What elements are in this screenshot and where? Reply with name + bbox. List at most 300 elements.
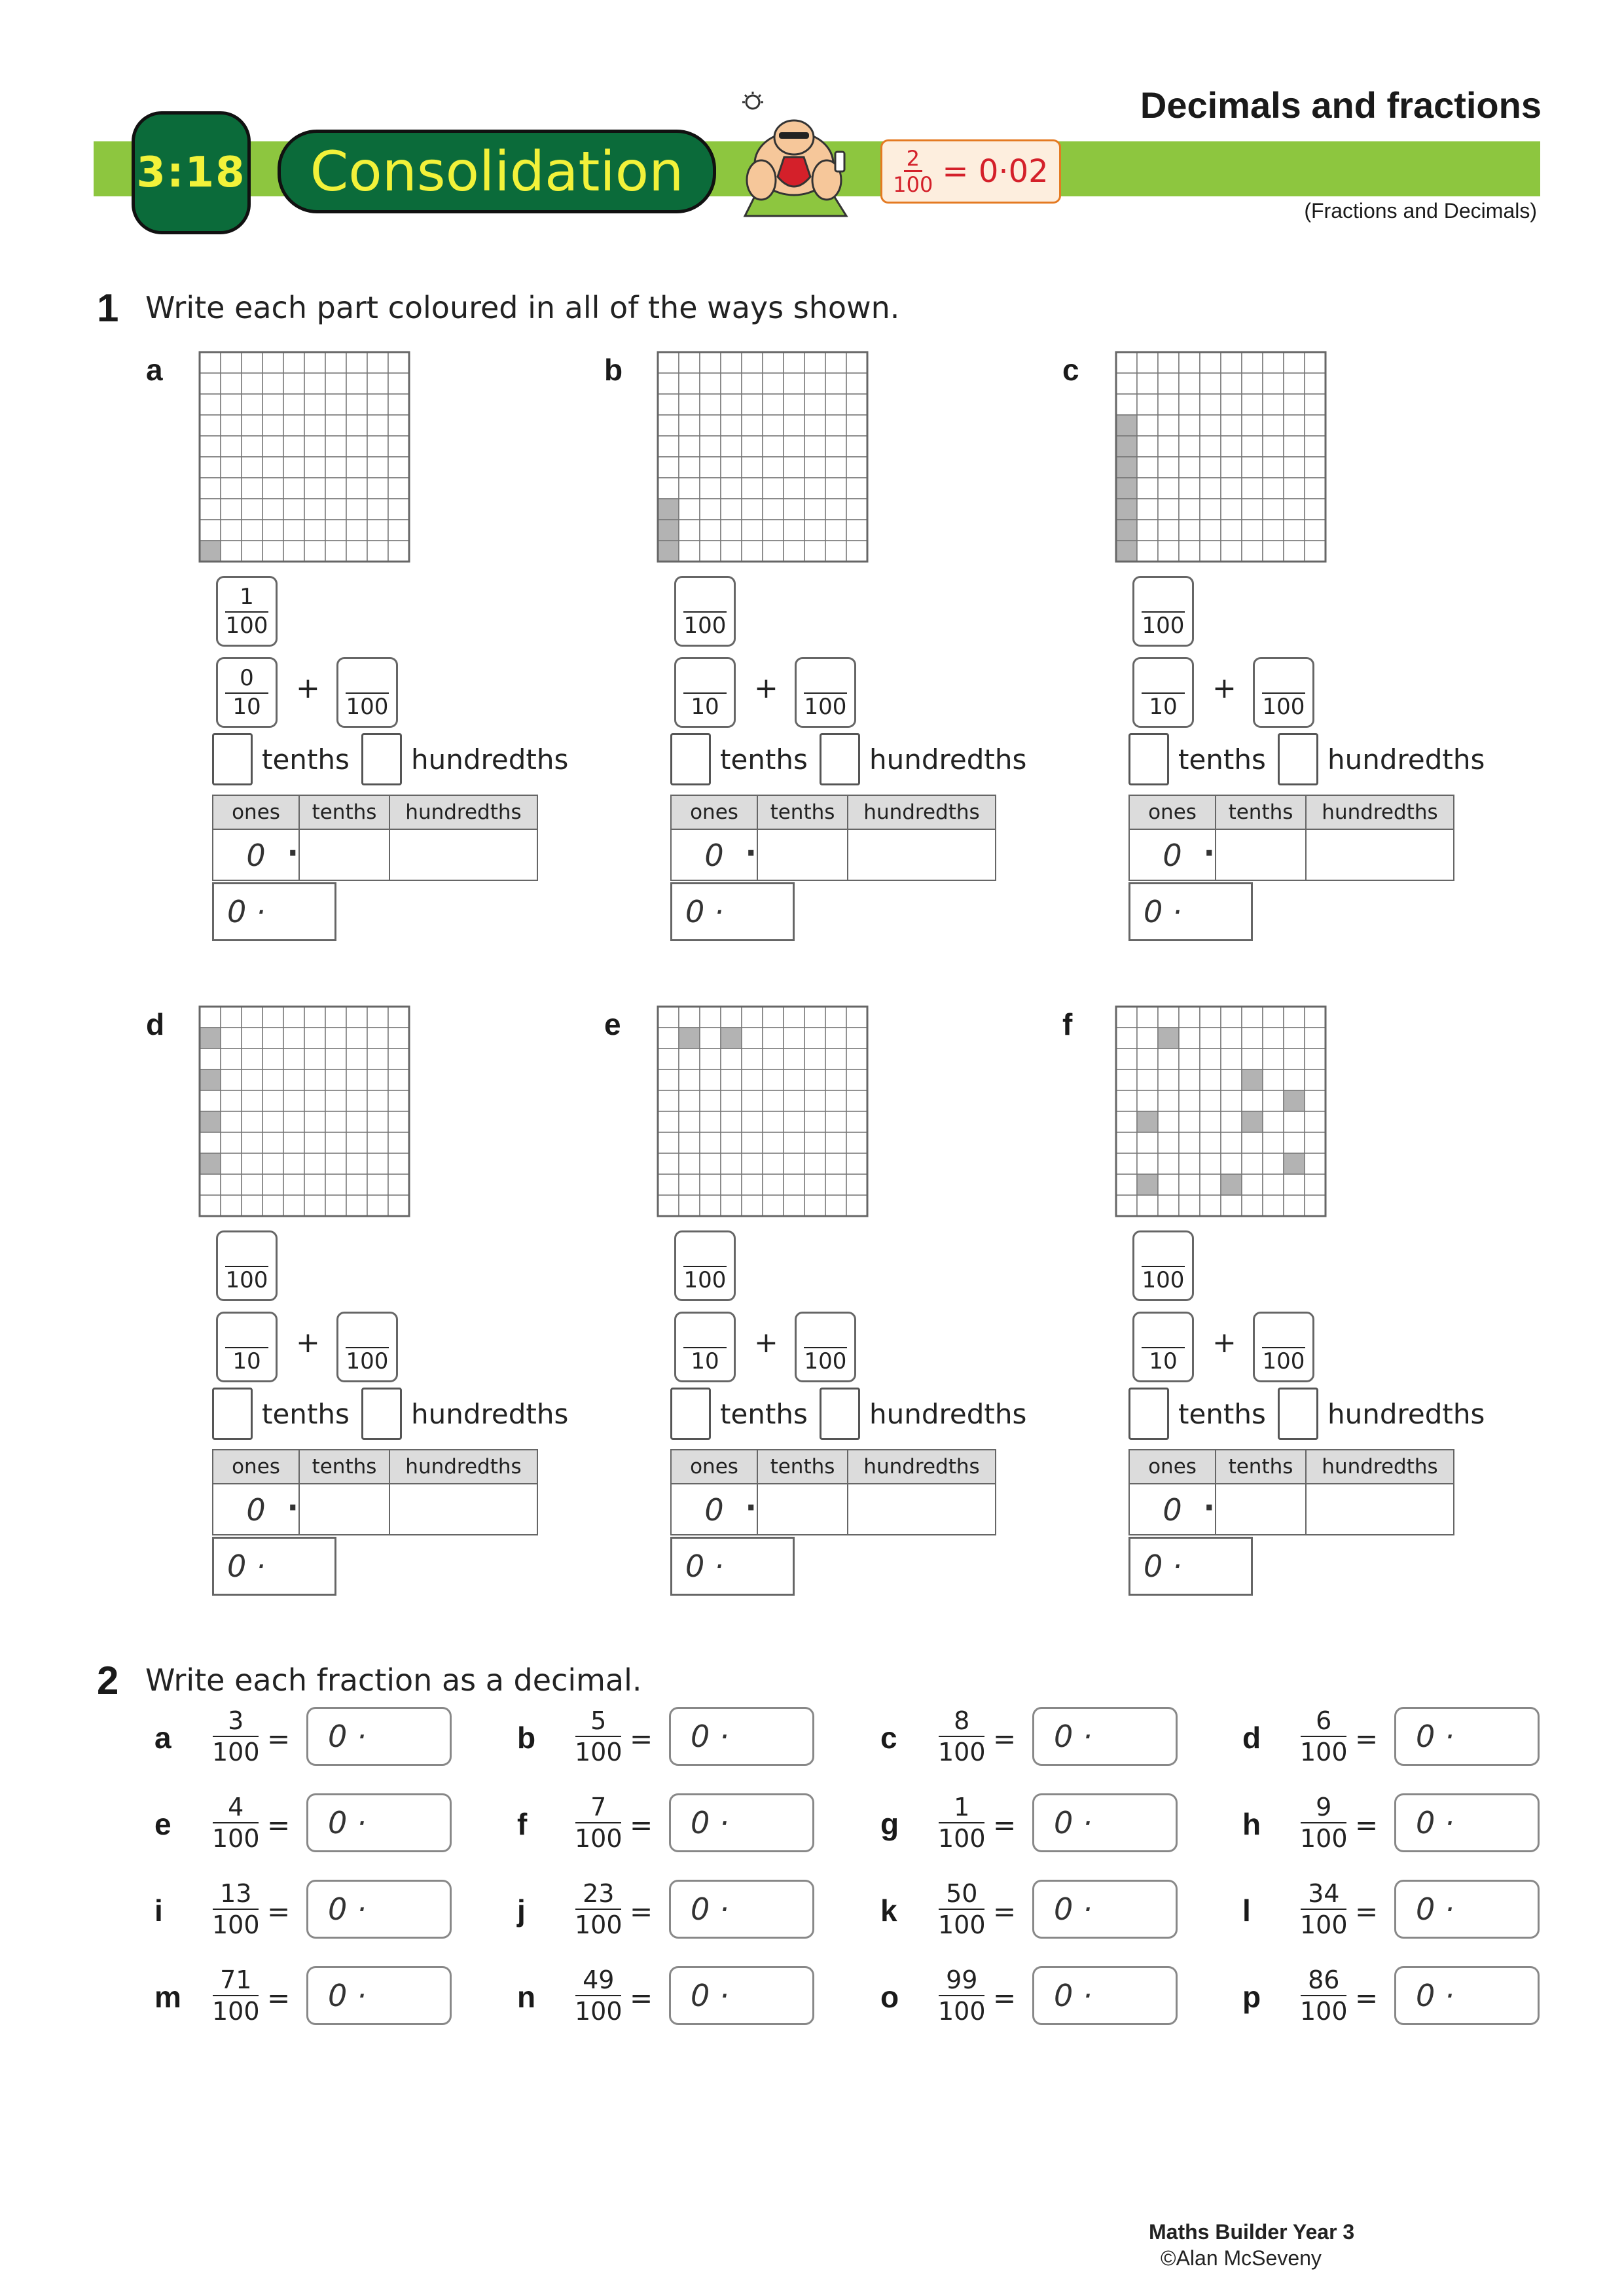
grid-cell [283, 457, 304, 478]
fraction-hundredths-box[interactable] [1253, 657, 1314, 728]
equals-sign: = [630, 1723, 653, 1755]
equals-sign: = [630, 1895, 653, 1928]
hundred-grid [198, 1005, 410, 1217]
grid-cell [1200, 1132, 1221, 1153]
fraction-hundredths-box[interactable] [674, 1230, 736, 1301]
hundredths-answer-square[interactable] [361, 733, 402, 785]
decimal-answer-box[interactable]: 0 · [1394, 1966, 1540, 2025]
fraction-tenths-box[interactable] [216, 657, 278, 728]
grid-cell [367, 436, 388, 457]
decimal-answer-box[interactable]: 0 · [1032, 1966, 1178, 2025]
pv-tenths-cell[interactable] [300, 830, 390, 881]
numerator: 1 [954, 1793, 970, 1821]
grid-cell [242, 541, 262, 562]
fraction-tenths-box[interactable] [216, 1312, 278, 1382]
grid-cell [1242, 1132, 1263, 1153]
grid-cell [200, 415, 221, 436]
denominator: 100 [575, 1910, 623, 1939]
grid-cell [1284, 394, 1305, 415]
grid-cell [262, 1007, 283, 1028]
hundred-grid [198, 351, 410, 563]
decimal-answer-box[interactable]: 0 · [1394, 1793, 1540, 1852]
grid-cell [1263, 541, 1284, 562]
tenths-word: tenths [262, 744, 350, 776]
grid-cell [784, 1174, 804, 1195]
hundred-grid [1115, 351, 1327, 563]
grid-cell [825, 436, 846, 457]
place-value-body [1130, 830, 1453, 881]
tenths-answer-square[interactable] [1128, 733, 1169, 785]
grid-cell [1158, 1049, 1179, 1069]
hundredths-answer-square[interactable] [820, 733, 860, 785]
decimal-answer-box[interactable]: 0 · [212, 882, 336, 941]
pv-header-tenths: tenths [300, 796, 390, 829]
grid-cell [804, 520, 825, 541]
grid-cell [1179, 373, 1200, 394]
q2-item-label: j [517, 1893, 526, 1928]
part-label: d [146, 1007, 165, 1041]
grid-cell [1200, 373, 1221, 394]
tenths-answer-square[interactable] [1128, 1388, 1169, 1440]
decimal-answer-box[interactable]: 0 · [669, 1707, 814, 1766]
grid-cell [763, 478, 784, 499]
grid-cell [1221, 1049, 1242, 1069]
decimal-answer-box[interactable]: 0 · [1032, 1707, 1178, 1766]
equals-sign: = [993, 1809, 1017, 1841]
grid-cell [1305, 520, 1326, 541]
grid-cell [1179, 1069, 1200, 1090]
fraction [1142, 586, 1185, 637]
grid-cell [658, 1028, 679, 1049]
grid-cell [1242, 352, 1263, 373]
hundredths-answer-square[interactable] [1278, 733, 1318, 785]
grid-cell [1242, 499, 1263, 520]
grid-cell [1200, 499, 1221, 520]
pv-header-hundredths: hundredths [1322, 800, 1438, 824]
place-value-chart [1128, 795, 1454, 881]
fraction [225, 586, 268, 637]
grid-cell [346, 1069, 367, 1090]
denominator: 100 [212, 1824, 260, 1853]
fraction-tenths-box[interactable] [674, 657, 736, 728]
grid-cell [825, 1111, 846, 1132]
hundredths-word: hundredths [869, 1398, 1027, 1430]
grid-cell [1137, 373, 1158, 394]
fraction [683, 1240, 727, 1291]
grid-cell [658, 1174, 679, 1195]
grid-cell [304, 1132, 325, 1153]
tenths-word: tenths [262, 1398, 350, 1430]
decimal-answer-box[interactable]: 0 · [670, 1537, 795, 1596]
grid-cell [846, 1069, 867, 1090]
grid-cell [283, 1174, 304, 1195]
decimal-answer-box[interactable]: 0 · [306, 1793, 452, 1852]
grid-cell [304, 1174, 325, 1195]
grid-cell [1305, 1132, 1326, 1153]
grid-cell [721, 520, 742, 541]
numerator: 8 [954, 1706, 970, 1735]
pv-hundredths-cell[interactable] [848, 830, 995, 881]
fraction [225, 1240, 268, 1291]
grid-cell [846, 394, 867, 415]
grid-cell-shaded [1284, 1090, 1305, 1111]
grid-cell [242, 394, 262, 415]
grid-cell [304, 520, 325, 541]
grid-cell [804, 457, 825, 478]
grid-cell [846, 415, 867, 436]
q1-number: 1 [97, 286, 119, 330]
grid-cell [846, 1111, 867, 1132]
grid-cell [1137, 1132, 1158, 1153]
equals-sign: = [993, 1723, 1017, 1755]
grid-cell [367, 1090, 388, 1111]
grid-cell [221, 415, 242, 436]
fraction [225, 667, 268, 718]
decimal-answer-box[interactable]: 0 · [1032, 1880, 1178, 1939]
hundred-grid [657, 351, 869, 563]
grid-cell [1242, 415, 1263, 436]
tenths-answer-square[interactable] [670, 1388, 711, 1440]
pv-header-tenths: tenths [300, 1450, 390, 1483]
fraction-hundredths-box[interactable] [1253, 1312, 1314, 1382]
fraction [1142, 667, 1185, 718]
decimal-answer-box[interactable]: 0 · [1128, 882, 1253, 941]
hundredths-word: hundredths [869, 744, 1027, 776]
grid-cell [804, 499, 825, 520]
fraction-hundredths-box[interactable] [216, 1230, 278, 1301]
grid-cell [242, 1007, 262, 1028]
grid-cell [700, 1153, 721, 1174]
grid-cell [1200, 1174, 1221, 1195]
tenths-answer-square[interactable] [212, 1388, 253, 1440]
grid-cell [1200, 457, 1221, 478]
fraction-hundredths-box[interactable] [1132, 576, 1194, 647]
fraction-bar [213, 1736, 259, 1737]
grid-cell [825, 478, 846, 499]
grid-cell [1158, 541, 1179, 562]
grid-cell [1179, 394, 1200, 415]
grid-cell [200, 478, 221, 499]
grid-cell [658, 373, 679, 394]
pv-tenths-cell[interactable] [1216, 830, 1307, 881]
grid-cell [804, 415, 825, 436]
decimal-answer-box[interactable]: 0 · [306, 1707, 452, 1766]
decimal-answer-box[interactable]: 0 · [670, 882, 795, 941]
grid-cell [721, 1132, 742, 1153]
pv-hundredths-cell[interactable] [848, 1484, 995, 1535]
grid-cell [346, 478, 367, 499]
grid-cell [1284, 457, 1305, 478]
pv-ones-cell [672, 1484, 758, 1535]
grid-cell [1200, 1090, 1221, 1111]
grid-cell-shaded [200, 1069, 221, 1090]
numerator: 1 [240, 584, 254, 610]
grid-cell [1200, 394, 1221, 415]
equals-sign: = [993, 1982, 1017, 2014]
grid-cell [700, 1007, 721, 1028]
grid-cell [1242, 520, 1263, 541]
grid-cell [325, 373, 346, 394]
grid-cell [1263, 1090, 1284, 1111]
grid-cell [1179, 352, 1200, 373]
grid-cell [1179, 478, 1200, 499]
grid-cell [304, 1153, 325, 1174]
grid-cell [242, 373, 262, 394]
grid-cell [846, 373, 867, 394]
grid-cell [388, 1195, 409, 1216]
place-value-body [213, 1484, 537, 1535]
grid-cell [763, 1153, 784, 1174]
grid-cell [804, 1007, 825, 1028]
grid-cell [1221, 373, 1242, 394]
grid-cell [304, 499, 325, 520]
decimal-answer-box[interactable]: 0 · [669, 1880, 814, 1939]
pv-hundredths-cell[interactable] [1307, 830, 1453, 881]
tenths-answer-square[interactable] [212, 733, 253, 785]
grid-cell [1305, 436, 1326, 457]
grid-cell [1263, 499, 1284, 520]
q2-item-label: c [880, 1721, 897, 1755]
fraction-hundredths-box[interactable] [795, 657, 856, 728]
grid-cell [742, 478, 763, 499]
grid-cell [200, 1090, 221, 1111]
grid-cell [367, 1069, 388, 1090]
grid-cell [1179, 1153, 1200, 1174]
grid-cell-shaded [200, 541, 221, 562]
hundredths-answer-square[interactable] [361, 1388, 402, 1440]
pv-ones-value: 0 [246, 1492, 266, 1528]
denominator: 100 [1262, 1348, 1305, 1374]
part-label: a [146, 353, 163, 387]
grid-cell [221, 1090, 242, 1111]
grid-cell [679, 373, 700, 394]
denominator: 100 [212, 1997, 260, 2026]
grid-cell [1221, 1007, 1242, 1028]
grid-cell [1221, 394, 1242, 415]
grid-cell [325, 1174, 346, 1195]
fraction-hundredths-box[interactable] [674, 576, 736, 647]
grid-cell [325, 394, 346, 415]
q2-fraction [1300, 1881, 1348, 1937]
decimal-answer-box[interactable]: 0 · [669, 1793, 814, 1852]
q2-fraction [1300, 1708, 1348, 1765]
decimal-answer-box[interactable]: 0 · [306, 1966, 452, 2025]
grid-cell [1221, 1195, 1242, 1216]
grid-cell [1263, 373, 1284, 394]
numerator: 3 [228, 1706, 244, 1735]
grid-cell [1305, 541, 1326, 562]
grid-cell [700, 352, 721, 373]
example-denominator: 100 [893, 172, 933, 197]
grid-cell [1158, 520, 1179, 541]
grid-cell [304, 1111, 325, 1132]
grid-cell [825, 1090, 846, 1111]
grid-cell [346, 499, 367, 520]
grid-cell [325, 478, 346, 499]
grid-cell [1263, 1007, 1284, 1028]
grid-cell [742, 1174, 763, 1195]
denominator: 100 [1300, 1997, 1348, 2026]
grid-cell [1137, 1049, 1158, 1069]
q2-item-label: l [1242, 1893, 1251, 1928]
fraction-tenths-box[interactable] [1132, 657, 1194, 728]
decimal-answer-box[interactable]: 0 · [1394, 1880, 1540, 1939]
grid-cell [242, 352, 262, 373]
denominator: 10 [691, 694, 719, 720]
hundredths-answer-square[interactable] [1278, 1388, 1318, 1440]
grid-cell [784, 373, 804, 394]
grid-cell [242, 1111, 262, 1132]
grid-cell [804, 1111, 825, 1132]
fraction-hundredths-box[interactable] [795, 1312, 856, 1382]
grid-cell [763, 1049, 784, 1069]
fraction-tenths-box[interactable] [674, 1312, 736, 1382]
grid-cell [242, 457, 262, 478]
fraction-tenths-box[interactable] [1132, 1312, 1194, 1382]
grid-cell [825, 499, 846, 520]
tenths-answer-square[interactable] [670, 733, 711, 785]
grid-cell [679, 1049, 700, 1069]
fraction-bar [213, 1995, 259, 1996]
grid-cell [221, 1153, 242, 1174]
grid-cell-shaded [1242, 1069, 1263, 1090]
fraction-hundredths-box[interactable] [216, 576, 278, 647]
q2-number: 2 [97, 1659, 119, 1702]
grid-cell [658, 1090, 679, 1111]
hundredths-word: hundredths [1327, 744, 1485, 776]
grid-cell [658, 1153, 679, 1174]
q2-item-label: e [154, 1807, 171, 1841]
grid-cell [700, 1069, 721, 1090]
grid-cell [1158, 436, 1179, 457]
decimal-answer-box[interactable]: 0 · [306, 1880, 452, 1939]
hundredths-answer-square[interactable] [820, 1388, 860, 1440]
grid-cell [784, 1090, 804, 1111]
decimal-answer-box[interactable]: 0 · [212, 1537, 336, 1596]
pv-hundredths-cell[interactable] [390, 830, 537, 881]
grid-cell [1179, 457, 1200, 478]
grid-cell [825, 352, 846, 373]
decimal-answer-box[interactable]: 0 · [669, 1966, 814, 2025]
grid-cell [825, 1069, 846, 1090]
grid-cell [367, 1153, 388, 1174]
grid-cell [784, 478, 804, 499]
grid-cell [325, 457, 346, 478]
grid-cell [242, 499, 262, 520]
grid-cell-shaded [658, 541, 679, 562]
pv-hundredths-cell[interactable] [390, 1484, 537, 1535]
grid-cell [346, 394, 367, 415]
numerator: 0 [240, 665, 254, 691]
grid-cell [1305, 1049, 1326, 1069]
grid-cell-shaded [1116, 457, 1137, 478]
grid-cell [1179, 1195, 1200, 1216]
q2-item-label: o [880, 1980, 899, 2014]
place-value-header [672, 796, 995, 830]
grid-cell [679, 520, 700, 541]
grid-cell [763, 1111, 784, 1132]
grid-cell [1179, 1111, 1200, 1132]
decimal-answer-box[interactable]: 0 · [1394, 1707, 1540, 1766]
equals-sign: = [267, 1723, 291, 1755]
grid-cell [1242, 373, 1263, 394]
place-value-chart [670, 795, 996, 881]
grid-cell [1137, 457, 1158, 478]
grid-cell [1200, 1195, 1221, 1216]
grid-cell [784, 394, 804, 415]
grid-cell [283, 1090, 304, 1111]
grid-cell [221, 1049, 242, 1069]
pv-header-tenths: tenths [758, 1450, 848, 1483]
grid-cell [242, 1153, 262, 1174]
grid-cell-shaded [1284, 1153, 1305, 1174]
grid-cell [262, 520, 283, 541]
fraction [804, 1321, 847, 1372]
pv-tenths-cell[interactable] [1216, 1484, 1307, 1535]
grid-cell [221, 457, 242, 478]
grid-cell [1200, 1028, 1221, 1049]
grid-cell [1242, 1049, 1263, 1069]
grid-cell [700, 436, 721, 457]
pv-hundredths-cell[interactable] [1307, 1484, 1453, 1535]
fraction-bar [1301, 1995, 1346, 1996]
grid-cell [825, 1049, 846, 1069]
grid-cell [679, 415, 700, 436]
decimal-answer-box[interactable]: 0 · [1032, 1793, 1178, 1852]
grid-cell [304, 436, 325, 457]
grid-cell [1305, 1174, 1326, 1195]
grid-cell [367, 541, 388, 562]
grid-cell [825, 1028, 846, 1049]
plus-sign: + [296, 1326, 320, 1359]
grid-cell [1284, 1069, 1305, 1090]
grid-cell [700, 1195, 721, 1216]
grid-cell [721, 1049, 742, 1069]
pv-tenths-cell[interactable] [758, 1484, 848, 1535]
fraction-hundredths-box[interactable] [336, 1312, 398, 1382]
denominator: 100 [225, 1267, 268, 1293]
grid-cell [262, 478, 283, 499]
grid-cell [1284, 436, 1305, 457]
decimal-answer-box[interactable]: 0 · [1128, 1537, 1253, 1596]
grid-cell [1242, 478, 1263, 499]
fraction-hundredths-box[interactable] [1132, 1230, 1194, 1301]
grid-cell [1158, 478, 1179, 499]
grid-cell [1242, 1174, 1263, 1195]
grid-cell [742, 373, 763, 394]
grid-cell [804, 394, 825, 415]
grid-cell [388, 352, 409, 373]
pv-tenths-cell[interactable] [300, 1484, 390, 1535]
decimal-point: · [745, 835, 757, 870]
fraction [225, 1321, 268, 1372]
grid-cell [1263, 436, 1284, 457]
place-value-header [213, 1450, 537, 1484]
grid-cell [1242, 1007, 1263, 1028]
grid-cell [658, 1132, 679, 1153]
grid-cell [658, 1111, 679, 1132]
grid-cell [325, 520, 346, 541]
grid-cell [325, 1049, 346, 1069]
denominator: 100 [938, 1997, 986, 2026]
grid-cell [1179, 520, 1200, 541]
pv-tenths-cell[interactable] [758, 830, 848, 881]
grid-cell [242, 1090, 262, 1111]
grid-cell [1158, 373, 1179, 394]
fraction-hundredths-box[interactable] [336, 657, 398, 728]
grid-cell [346, 1007, 367, 1028]
grid-cell [283, 1007, 304, 1028]
